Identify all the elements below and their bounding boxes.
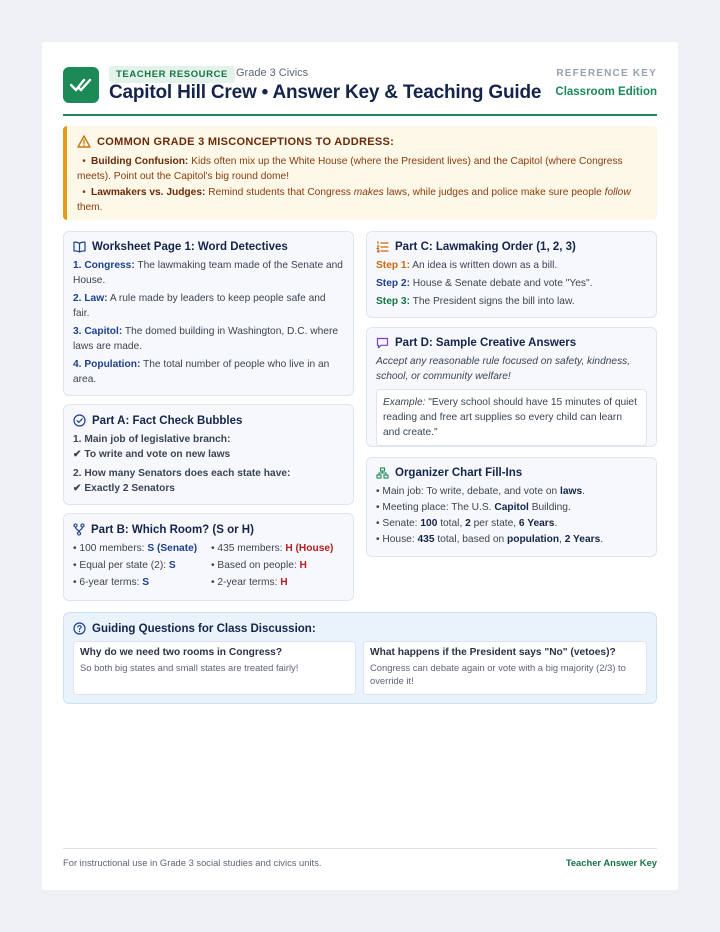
which-room-card — [63, 513, 354, 601]
check-circle-icon — [73, 414, 86, 427]
discussion-question: Why do we need two rooms in Congress? — [80, 647, 283, 658]
fact-check-card — [63, 404, 354, 505]
room-item: • 2-year terms: H — [211, 577, 288, 588]
edition-label: Classroom Edition — [555, 86, 657, 98]
page-title: Capitol Hill Crew • Answer Key & Teaching Guide — [109, 82, 542, 103]
example-answer: Example: "Every school should have 15 minutes of quiet reading and free art supplies so every child can learn and create." — [376, 389, 647, 446]
definition-item: 4. Population: The total number of people who live in an area. — [73, 359, 330, 385]
answer-text: ✔ Exactly 2 Senators — [73, 483, 175, 494]
org-chart-icon — [376, 467, 389, 479]
misconceptions-callout — [63, 126, 657, 220]
answer-key-page — [42, 42, 678, 890]
organizer-card — [366, 457, 657, 557]
fact-check-title: Part A: Fact Check Bubbles — [92, 414, 243, 427]
step-item: Step 1: An idea is written down as a bill. — [376, 260, 558, 271]
room-item: • 6-year terms: S — [73, 577, 150, 588]
discussion-title: Guiding Questions for Class Discussion: — [92, 622, 316, 635]
word-detectives-card — [63, 231, 354, 396]
room-item: • Based on people: H — [211, 560, 307, 571]
room-item: • 435 members: H (House) — [211, 543, 334, 554]
speech-bubble-icon — [376, 337, 389, 349]
question-text: 1. Main job of legislative branch: — [73, 434, 231, 445]
discussion-answer: So both big states and small states are treated fairly! — [80, 662, 299, 673]
organizer-line: • Main job: To write, debate, and vote on laws. — [376, 486, 585, 497]
room-item: • Equal per state (2): S — [73, 560, 176, 571]
creative-answers-title: Part D: Sample Creative Answers — [395, 337, 577, 349]
footer-label: Teacher Answer Key — [565, 857, 657, 868]
misconception-item: • Building Confusion: Kids often mix up the White House (where the President lives) and the Capitol (where Congress meets). Point out the Capitol's big round dome! — [77, 156, 623, 182]
discussion-question: What happens if the President says "No" (vetoes)? — [370, 647, 616, 658]
creative-note: Accept any reasonable rule focused on safety, kindness, school, or community welfare! — [376, 356, 631, 382]
branch-icon — [73, 523, 85, 536]
discussion-question-box — [363, 641, 647, 695]
organizer-line: • House: 435 total, based on population, 2 Years. — [376, 534, 604, 545]
step-item: Step 3: The President signs the bill into law. — [376, 296, 575, 307]
check-logo-icon — [63, 67, 99, 103]
step-item: Step 2: House & Senate debate and vote "Yes". — [376, 278, 593, 289]
creative-answers-card — [366, 327, 657, 447]
which-room-title: Part B: Which Room? (S or H) — [91, 523, 254, 536]
definition-item: 2. Law: A rule made by leaders to keep people safe and fair. — [73, 293, 326, 319]
definition-item: 1. Congress: The lawmaking team made of the Senate and House. — [73, 260, 343, 286]
question-circle-icon — [73, 622, 86, 635]
misconceptions-title: COMMON GRADE 3 MISCONCEPTIONS TO ADDRESS: — [77, 135, 647, 148]
reference-key-label: REFERENCE KEY — [556, 68, 657, 79]
header — [63, 66, 657, 116]
teacher-resource-badge: TEACHER RESOURCE — [109, 66, 235, 83]
word-detectives-title: Worksheet Page 1: Word Detectives — [92, 241, 288, 253]
organizer-line: • Senate: 100 total, 2 per state, 6 Years. — [376, 518, 558, 529]
answer-text: ✔ To write and vote on new laws — [73, 449, 231, 460]
room-item: • 100 members: S (Senate) — [73, 543, 198, 554]
book-icon — [73, 241, 86, 253]
footer-note: For instructional use in Grade 3 social studies and civics units. — [63, 857, 322, 868]
grade-label: Grade 3 Civics — [236, 67, 309, 79]
discussion-question-box — [73, 641, 356, 695]
lawmaking-order-title: Part C: Lawmaking Order (1, 2, 3) — [395, 241, 576, 253]
lawmaking-order-card — [366, 231, 657, 318]
organizer-line: • Meeting place: The U.S. Capitol Building. — [376, 502, 571, 513]
list-order-icon — [376, 241, 389, 253]
misconception-item: • Lawmakers vs. Judges: Remind students that Congress makes laws, while judges and police make sure people follow them. — [77, 187, 631, 213]
warning-icon — [77, 135, 91, 148]
discussion-panel — [63, 612, 657, 704]
footer — [63, 848, 657, 868]
question-text: 2. How many Senators does each state have: — [73, 468, 291, 479]
definition-item: 3. Capitol: The domed building in Washington, D.C. where laws are made. — [73, 326, 339, 352]
discussion-answer: Congress can debate again or vote with a big majority (2/3) to override it! — [370, 662, 626, 686]
organizer-title: Organizer Chart Fill-Ins — [395, 467, 523, 479]
